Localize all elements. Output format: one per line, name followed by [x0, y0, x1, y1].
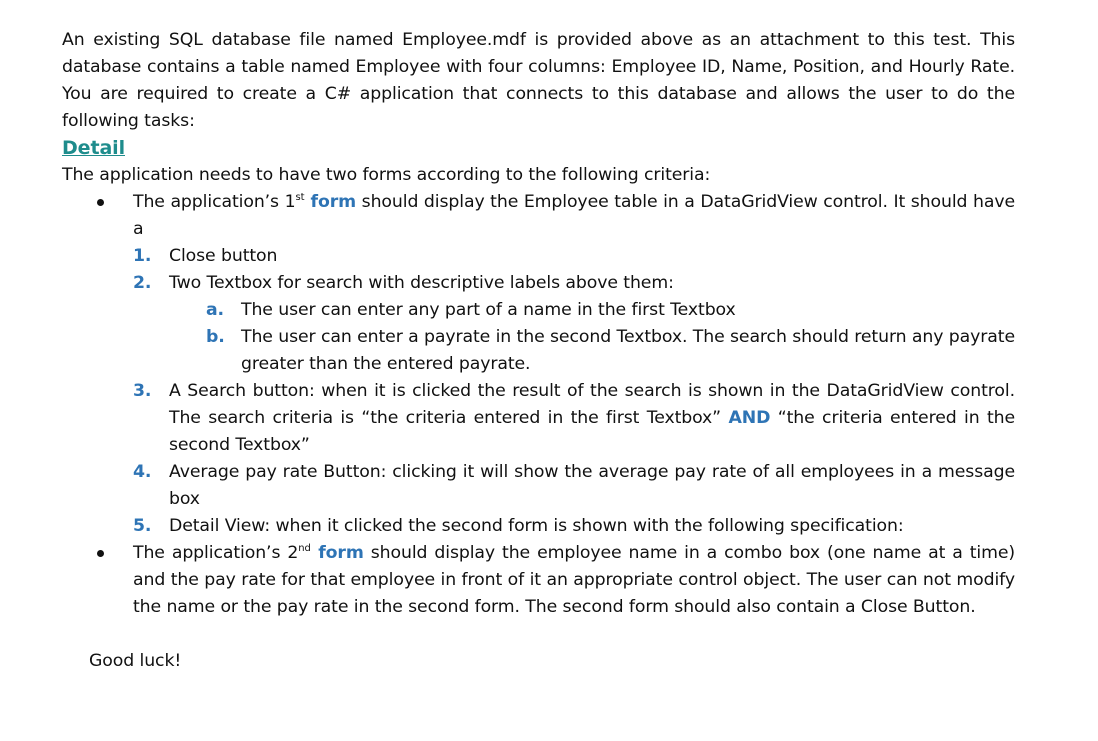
sub-marker: a.: [206, 300, 225, 320]
forms-intro: The application needs to have two forms according to the following criteria:: [62, 165, 711, 185]
list-marker: 3.: [133, 381, 152, 401]
bullet2-sup: nd: [298, 543, 311, 554]
bullet2-highlight: form: [310, 543, 364, 563]
numbered-list-continued: [133, 378, 1015, 540]
list-item-3: [133, 378, 1015, 459]
closing-text: Good luck!: [89, 651, 182, 671]
list-item-text: Two Textbox for search with descriptive labels above them:: [169, 273, 674, 293]
list-marker: 1.: [133, 246, 152, 266]
list-item-text: Close button: [169, 246, 278, 266]
bullet1-pre: The application’s 1: [133, 192, 296, 212]
list-item-2: [133, 270, 1015, 297]
bullet1-post: should display the Employee table in a DataGridView control. It should have a: [133, 192, 1016, 239]
list-item-4: [133, 459, 1015, 513]
bullet2-post: should display the employee name in a combo box (one name at a time) and the pay rate for that employee in front of it an appropriate control object. The user can not modify the name or the pay rate in the second form. The second form should also contain a Close Button.: [133, 543, 1015, 617]
list-item-text: A Search button: when it is clicked the result of the search is shown in the DataGridView control. The search criteria is “the criteria entered in the first Textbox”: [169, 381, 1015, 428]
spacer: [62, 621, 1015, 648]
list-marker: 4.: [133, 462, 152, 482]
sub-item-text: The user can enter a payrate in the second Textbox. The search should return any payrate greater than the entered payrate.: [241, 327, 1015, 374]
bullet-dot-icon: [97, 550, 104, 557]
list-item-1: [133, 243, 1015, 270]
list-item-text: “the criteria entered in the second Textbox”: [169, 408, 1016, 455]
and-keyword: AND: [728, 408, 771, 428]
bullet2-pre: The application’s 2: [133, 543, 299, 563]
bullet1-highlight: form: [304, 192, 357, 212]
sub-item-a: [206, 297, 1015, 324]
sub-item-b: [206, 324, 1015, 378]
detail-heading: Detail: [62, 137, 125, 159]
criteria-bullet-list: [62, 189, 1015, 621]
list-item-text: Average pay rate Button: clicking it will show the average pay rate of all employees in a message box: [169, 462, 1015, 509]
list-item-5: [133, 513, 1015, 540]
sub-marker: b.: [206, 327, 225, 347]
bullet-first-form: [62, 189, 1015, 540]
numbered-list: [133, 243, 1015, 297]
document-body: [62, 27, 1015, 675]
intro-paragraph: An existing SQL database file named Employee.mdf is provided above as an attachment to this test. This database contains a table named Employee with four columns: Employee ID, Name, Position, and Hourly Rate. You are required to create a C# application that connects to this database and allows the user to do the following tasks:: [62, 30, 1015, 131]
list-marker: 5.: [133, 516, 152, 536]
list-item-text: Detail View: when it clicked the second form is shown with the following specification:: [169, 516, 904, 536]
list-marker: 2.: [133, 273, 152, 293]
sub-item-text: The user can enter any part of a name in the first Textbox: [241, 300, 736, 320]
bullet-dot-icon: [97, 199, 104, 206]
bullet1-sup: st: [295, 192, 305, 203]
sub-list: [133, 297, 1015, 378]
bullet-second-form: [62, 540, 1015, 621]
